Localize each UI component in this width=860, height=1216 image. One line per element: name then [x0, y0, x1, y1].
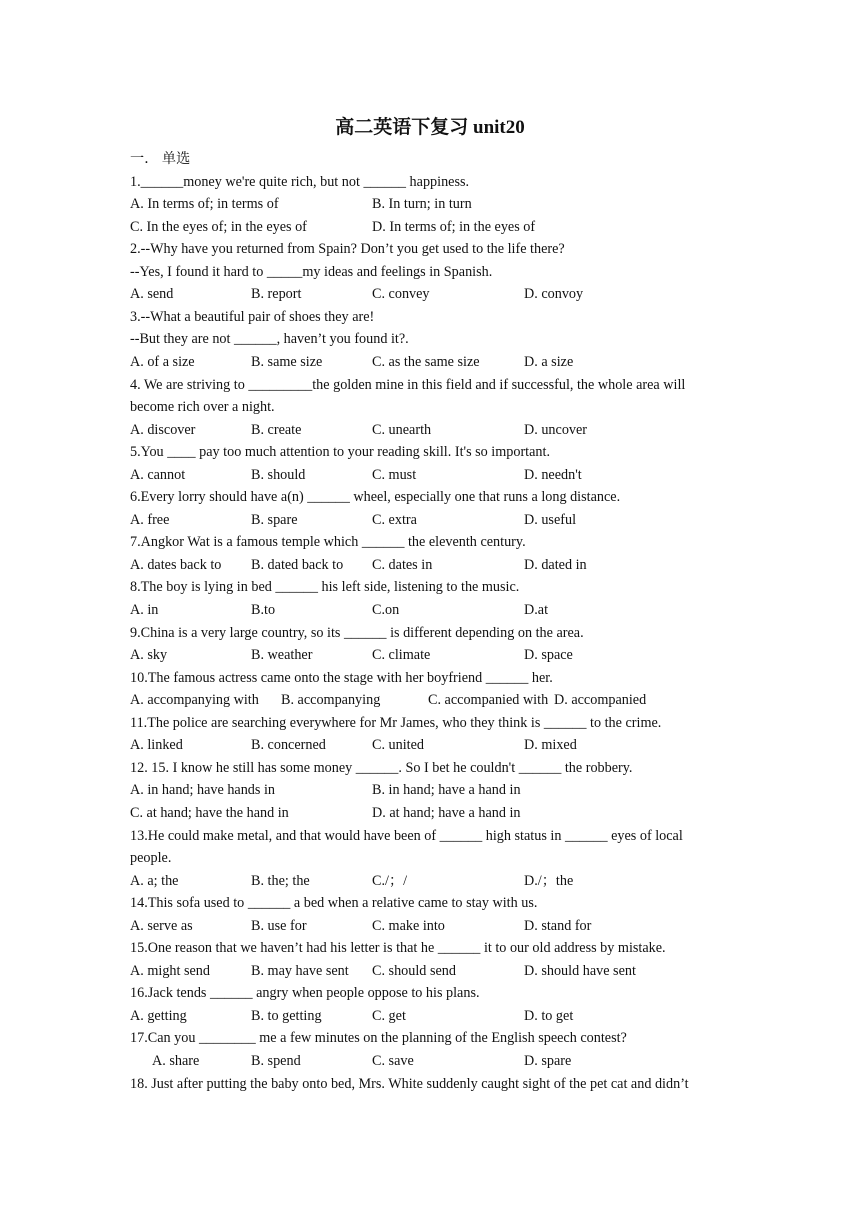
question-stem: 12. 15. I know he still has some money ______. So I bet he couldn't ______ the robbery. [130, 759, 633, 776]
option-a: A. getting [130, 1007, 187, 1024]
question-stem: 14.This sofa used to ______ a bed when a relative came to stay with us. [130, 895, 538, 912]
option-a: A. send [130, 286, 174, 303]
option-a: A. of a size [130, 353, 195, 370]
question-stem: 8.The boy is lying in bed ______ his left side, listening to the music. [130, 579, 520, 596]
option-c: C. save [372, 1053, 414, 1069]
option-b: B. In turn; in turn [372, 196, 472, 213]
option-c: C. accompanied with [428, 692, 549, 709]
option-a: A. in [130, 602, 159, 618]
option-d: D. a size [524, 353, 574, 370]
question-stem: 1.______money we're quite rich, but not ______ happiness. [130, 173, 470, 190]
option-a: A. In terms of; in terms of [130, 196, 279, 213]
question-stem: 6.Every lorry should have a(n) ______ wheel, especially one that runs a long distance. [130, 489, 621, 506]
question-stem: 3.--What a beautiful pair of shoes they are! [130, 308, 375, 325]
option-a: A. in hand; have hands in [130, 782, 275, 799]
option-b: B. same size [251, 353, 323, 370]
option-c: C. make into [372, 917, 445, 934]
option-b: B. spend [251, 1053, 301, 1069]
option-c: C. extra [372, 511, 417, 528]
option-c: C. unearth [372, 421, 432, 438]
option-c: C. united [372, 737, 425, 754]
option-d: D. needn't [524, 466, 582, 483]
page-title: 高二英语下复习 unit20 [335, 117, 525, 138]
question-stem: 9.China is a very large country, so its ______ is different depending on the area. [130, 624, 584, 641]
question-stem: 18. Just after putting the baby onto bed, Mrs. White suddenly caught sight of the pet cat and didn’t [130, 1075, 689, 1092]
option-c: C. get [372, 1007, 406, 1024]
question-stem: --Yes, I found it hard to _____my ideas and feelings in Spanish. [130, 263, 493, 280]
question-stem: people. [130, 850, 172, 867]
option-c: C. convey [372, 286, 430, 303]
option-b: B. report [251, 286, 302, 303]
option-d: D. convoy [524, 286, 584, 303]
option-d: D. spare [524, 1053, 572, 1069]
option-d: D. useful [524, 511, 577, 528]
option-d: D. to get [524, 1007, 574, 1024]
option-c: C. must [372, 466, 417, 483]
option-d: D. dated in [524, 556, 587, 573]
option-d: D. mixed [524, 737, 577, 754]
question-stem: 5.You ____ pay too much attention to your reading skill. It's so important. [130, 444, 551, 461]
option-c: C. climate [372, 647, 431, 664]
option-b: B. weather [251, 647, 313, 664]
question-stem: 16.Jack tends ______ angry when people oppose to his plans. [130, 985, 480, 1002]
section-heading: 一． 单选 [130, 151, 191, 167]
option-c: C./；/ [372, 872, 408, 889]
option-b: B. should [251, 466, 306, 483]
option-a: A. accompanying with [130, 692, 259, 709]
option-b: B. spare [251, 511, 298, 528]
option-c: C. at hand; have the hand in [130, 804, 289, 821]
question-stem: 15.One reason that we haven’t had his letter is that he ______ it to our old address by mistake. [130, 940, 666, 957]
option-c: C.on [372, 602, 400, 618]
option-b: B. in hand; have a hand in [372, 782, 521, 799]
option-c: C. In the eyes of; in the eyes of [130, 218, 307, 235]
option-d: D. stand for [524, 917, 592, 934]
option-b: B. the; the [251, 872, 310, 889]
question-stem: --But they are not ______, haven’t you found it?. [130, 331, 409, 348]
option-b: B. accompanying [281, 692, 381, 709]
option-d: D. uncover [524, 421, 588, 438]
option-a: A. share [152, 1053, 200, 1069]
option-d: D./；the [524, 872, 574, 889]
option-d: D. accompanied [554, 692, 647, 709]
option-b: B. concerned [251, 737, 326, 754]
option-a: A. sky [130, 647, 168, 664]
question-stem: become rich over a night. [130, 399, 275, 416]
question-stem: 2.--Why have you returned from Spain? Don’t you get used to the life there? [130, 241, 565, 258]
option-a: A. a; the [130, 872, 179, 889]
option-a: A. serve as [130, 917, 193, 934]
option-b: B. use for [251, 917, 307, 934]
option-a: A. might send [130, 962, 210, 979]
option-a: A. free [130, 511, 170, 528]
option-d: D.at [524, 602, 549, 618]
question-stem: 10.The famous actress came onto the stage with her boyfriend ______ her. [130, 669, 553, 686]
option-a: A. discover [130, 421, 196, 438]
option-c: C. as the same size [372, 353, 480, 370]
option-a: A. dates back to [130, 556, 222, 573]
option-d: D. space [524, 647, 573, 664]
option-c: C. should send [372, 962, 456, 979]
option-b: B. create [251, 421, 302, 438]
option-d: D. should have sent [524, 962, 636, 979]
option-a: A. linked [130, 737, 183, 754]
question-stem: 13.He could make metal, and that would have been of ______ high status in ______ eyes of local [130, 827, 683, 844]
option-b: B. may have sent [251, 962, 349, 979]
option-b: B. dated back to [251, 556, 344, 573]
question-stem: 7.Angkor Wat is a famous temple which ______ the eleventh century. [130, 534, 526, 551]
option-d: D. In terms of; in the eyes of [372, 218, 536, 235]
option-d: D. at hand; have a hand in [372, 804, 521, 821]
option-b: B. to getting [251, 1007, 322, 1024]
option-c: C. dates in [372, 556, 433, 573]
question-stem: 11.The police are searching everywhere for Mr James, who they think is ______ to the crime. [130, 714, 662, 731]
option-a: A. cannot [130, 466, 186, 483]
question-stem: 17.Can you ________ me a few minutes on the planning of the English speech contest? [130, 1030, 627, 1047]
question-stem: 4. We are striving to _________the golden mine in this field and if successful, the whole area will [130, 376, 686, 393]
option-b: B.to [251, 602, 276, 618]
